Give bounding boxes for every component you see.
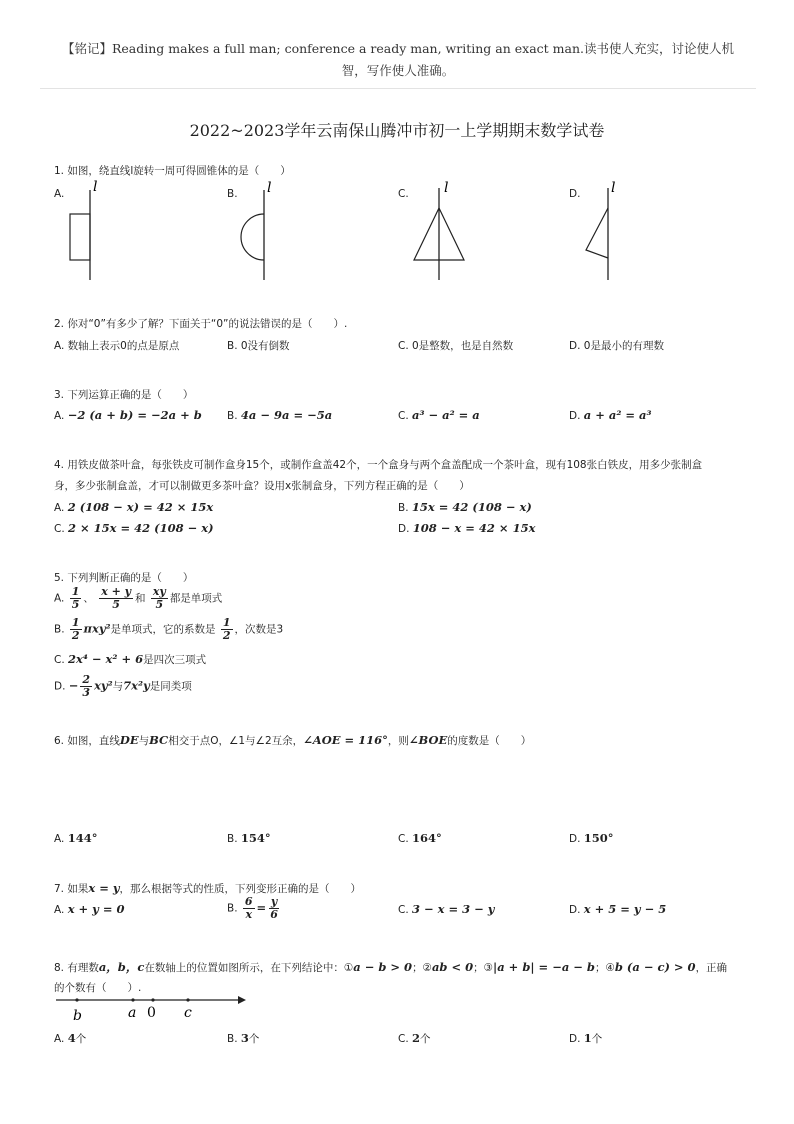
q5-a-fraction-2: $\frac{x + y}{5}$ <box>101 585 132 611</box>
q7-b-fraction-right: $\frac{y}{6}$ <box>270 895 278 921</box>
q1-option-c-letter: C. <box>398 188 409 200</box>
q7-option-a: A. x + y = 0 <box>54 902 125 916</box>
q8-option-a: A. 4个 <box>54 1031 87 1045</box>
q1-figure-b <box>236 180 280 282</box>
q7-option-d: D. x + 5 = y − 5 <box>569 902 667 916</box>
q1-option-d-letter: D. <box>569 188 581 200</box>
q5-option-d-letter: D. <box>54 680 66 693</box>
q1-option-b-letter: B. <box>227 188 238 200</box>
q3-option-d-expr: a + a² = a³ <box>583 408 652 422</box>
q1-figure-c <box>410 180 470 282</box>
numberline-label-c: c <box>184 1005 192 1021</box>
q5-option-a-letter: A. <box>54 592 65 605</box>
q4-option-d-letter: D. <box>398 523 410 535</box>
q4-option-b-expr: 15x = 42 (108 − x) <box>411 500 532 514</box>
question-5-stem: 5. 下列判断正确的是（ ） <box>54 572 194 584</box>
q7-b-fraction-left: $\frac{6}{x}$ <box>244 895 253 921</box>
q4-option-a-letter: A. <box>54 502 65 514</box>
q6-option-a: A. 144° <box>54 831 98 845</box>
q5-option-a: A. $\frac{1}{5}$ 、 $\frac{x + y}{5}$ 和 $\frac{xy}{5}$ 都是单项式 <box>54 585 223 611</box>
q3-option-c <box>398 407 480 424</box>
question-8-stem-line2: 的个数有（ ）. <box>54 982 142 994</box>
q3-option-c-expr: a³ − a² = a <box>412 408 480 422</box>
q4-option-b <box>398 499 532 516</box>
q3-option-b-letter: B. <box>227 410 238 422</box>
q8-option-c: C. 2个 <box>398 1031 431 1045</box>
q7-option-b: B. $\frac{6}{x}$ = $\frac{y}{6}$ <box>227 895 278 921</box>
q5-a-fraction-3: $\frac{xy}{5}$ <box>152 585 166 611</box>
q2-option-a: A. 数轴上表示0的点是原点 <box>54 340 180 352</box>
q4-option-c-expr: 2 × 15x = 42 (108 − x) <box>68 521 214 535</box>
q5-b-fraction: $\frac{1}{2}$ <box>71 616 80 642</box>
q4-option-a <box>54 499 213 516</box>
q1-a-axis-label: l <box>93 180 98 195</box>
question-3-stem: 3. 下列运算正确的是（ ） <box>54 389 194 401</box>
q3-option-d <box>569 407 652 424</box>
numberline-label-zero: 0 <box>147 1005 156 1021</box>
q4-option-c-letter: C. <box>54 523 65 535</box>
numberline-label-a: a <box>128 1005 137 1021</box>
page-title: 2022~2023学年云南保山腾冲市初一上学期期末数学试卷 <box>189 121 605 140</box>
q5-option-b-letter: B. <box>54 623 65 636</box>
q1-figure-a <box>66 180 106 282</box>
q4-option-a-expr: 2 (108 − x) = 42 × 15x <box>67 500 214 514</box>
q8-option-d: D. 1个 <box>569 1031 603 1045</box>
q5-option-c-letter: C. <box>54 654 65 666</box>
q5-a-fraction-1: $\frac{1}{5}$ <box>71 585 80 611</box>
header-motto-line1: 【铭记】Reading makes a full man; conference a ready man, writing an exact man.读书使人充实，讨论使人机 <box>62 41 734 56</box>
q4-option-d-expr: 108 − x = 42 × 15x <box>412 521 536 535</box>
q1-option-a-letter: A. <box>54 188 65 200</box>
q6-option-d: D. 150° <box>569 831 614 845</box>
q6-option-c: C. 164° <box>398 831 442 845</box>
q4-option-b-letter: B. <box>398 502 409 514</box>
q2-option-c: C. 0是整数，也是自然数 <box>398 340 514 352</box>
question-2-stem: 2. 你对“0”有多少了解？下面关于“0”的说法错误的是（ ）. <box>54 318 348 330</box>
question-1-stem: 1. 如图，绕直线l旋转一周可得圆锥体的是（ ） <box>54 165 291 177</box>
page-header <box>40 38 756 82</box>
question-4-stem-line1: 4. 用铁皮做茶叶盒，每张铁皮可制作盒身15个，或制作盒盖42个，一个盒身与两个盒盖配成一个茶叶盒，现有108张白铁皮，用多少张制盒 <box>54 459 703 471</box>
q4-option-c <box>54 520 214 537</box>
q3-option-c-letter: C. <box>398 410 409 422</box>
q1-figure-d <box>580 180 620 282</box>
q5-option-b: B. $\frac{1}{2}$ πxy²是单项式，它的系数是 $\frac{1}{2}$ ，次数是3 <box>54 616 284 642</box>
q2-option-b: B. 0没有倒数 <box>227 340 290 352</box>
q3-option-b <box>227 407 332 424</box>
q7-option-c: C. 3 − x = 3 − y <box>398 902 495 916</box>
q3-option-a-expr: −2 (a + b) = −2a + b <box>67 408 202 422</box>
question-8-stem-line1: 8. 有理数a，b，c在数轴上的位置如图所示，在下列结论中：①a − b > 0；②ab < 0；③|a + b| = −a − b；④b (a − c) > 0，正确 <box>54 960 728 974</box>
q3-option-b-expr: 4a − 9a = −5a <box>240 408 333 422</box>
q2-option-d: D. 0是最小的有理数 <box>569 340 664 352</box>
q3-option-d-letter: D. <box>569 410 581 422</box>
q1-d-axis-label: l <box>611 180 616 196</box>
q8-option-b: B. 3个 <box>227 1031 260 1045</box>
header-divider <box>40 88 756 89</box>
q1-b-axis-label: l <box>267 180 272 196</box>
q1-c-axis-label: l <box>444 180 449 196</box>
q8-number-line <box>56 992 246 1026</box>
q5-option-d: D. − $\frac{2}{3}$ xy²与7x²y是同类项 <box>54 673 192 699</box>
question-4-stem-line2: 身，多少张制盒盖，才可以制做更多茶叶盒？设用x张制盒身，下列方程正确的是（ ） <box>54 480 470 492</box>
q5-b-coefficient: $\frac{1}{2}$ <box>222 616 231 642</box>
q4-option-d <box>398 520 535 537</box>
q6-option-b: B. 154° <box>227 831 271 845</box>
numberline-label-b: b <box>73 1008 82 1024</box>
header-motto-line2: 智，写作使人准确。 <box>341 63 455 78</box>
q5-d-fraction: $\frac{2}{3}$ <box>82 673 91 699</box>
question-6-stem: 6. 如图，直线DE与BC相交于点O，∠1与∠2互余，∠AOE = 116°，则∠BOE的度数是（ ） <box>54 733 532 747</box>
q5-option-c: C. 2x⁴ − x² + 6是四次三项式 <box>54 652 207 666</box>
q3-option-a-letter: A. <box>54 410 65 422</box>
question-7-stem: 7. 如果x = y，那么根据等式的性质，下列变形正确的是（ ） <box>54 881 362 895</box>
q3-option-a <box>54 407 202 424</box>
